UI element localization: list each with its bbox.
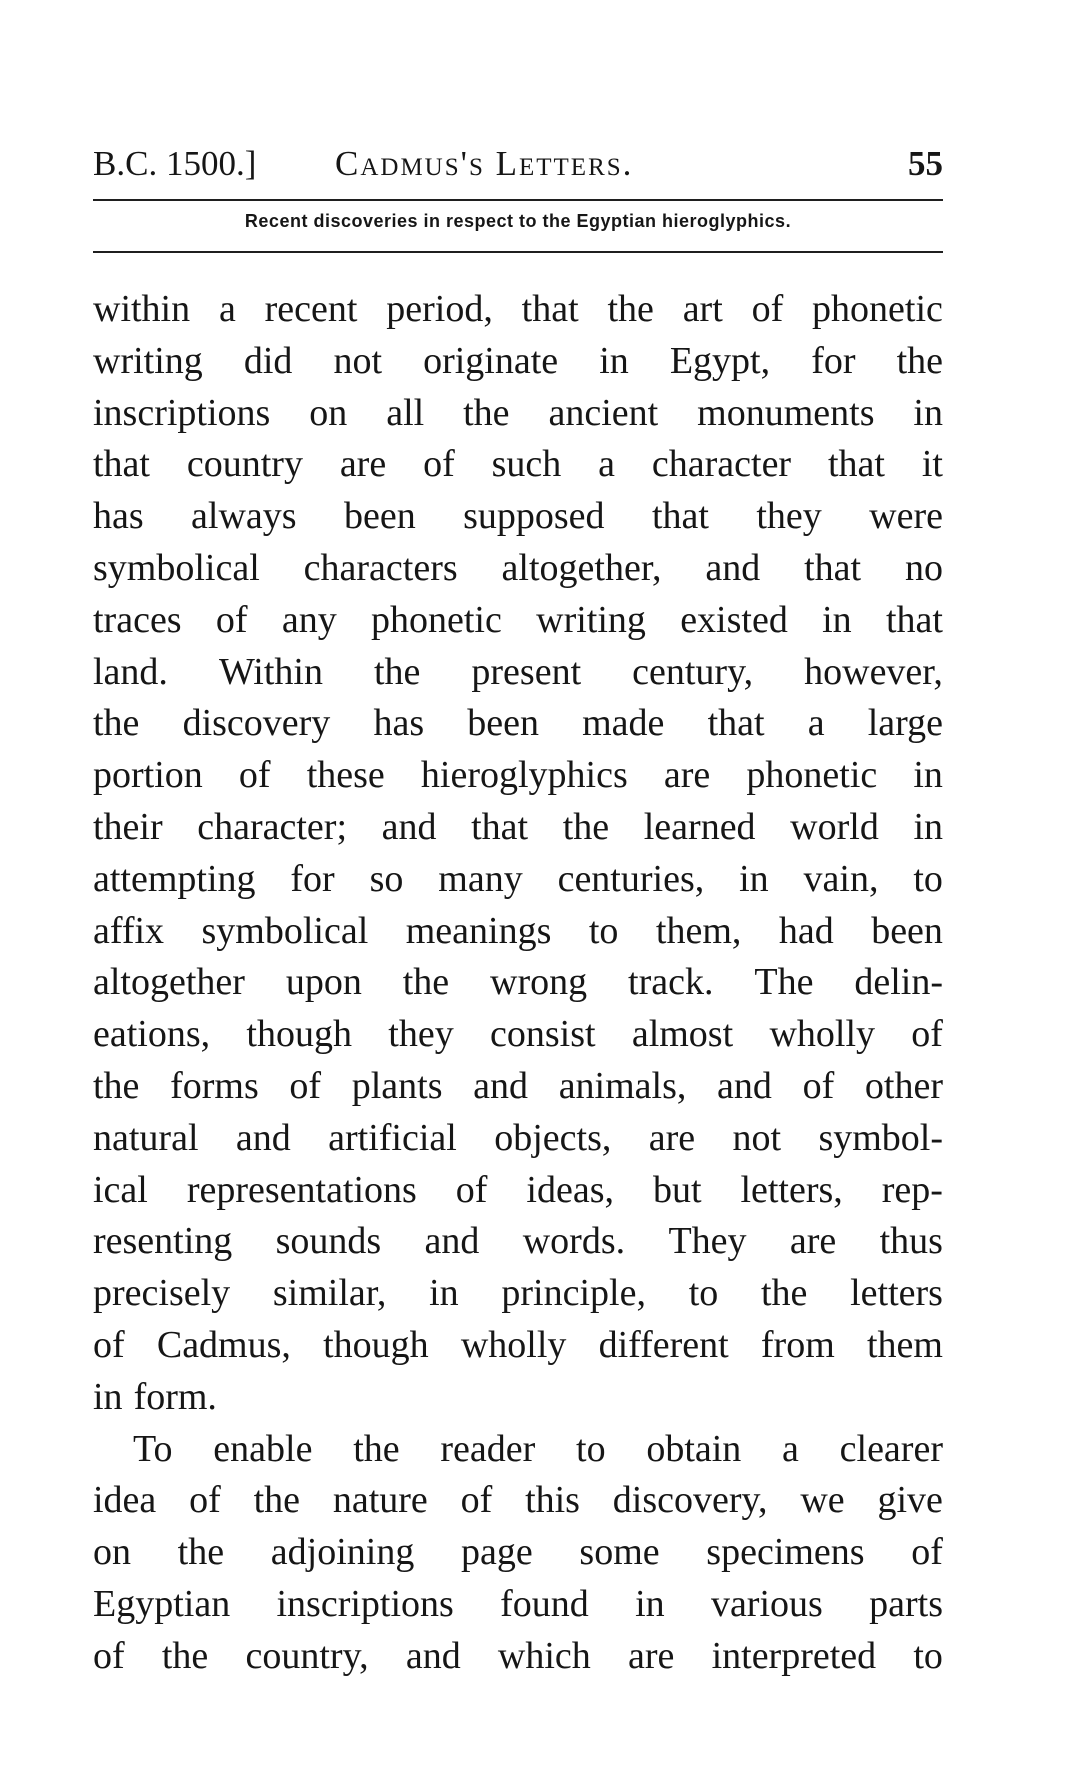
text-line: idea of the nature of this discovery, we give — [93, 1479, 943, 1522]
running-head — [93, 140, 943, 188]
text-line: of Cadmus, though wholly different from them — [93, 1323, 943, 1366]
text-line: precisely similar, in principle, to the letters — [93, 1272, 943, 1315]
header-rule-top — [93, 199, 943, 201]
text-line: that country are of such a character that it — [93, 443, 943, 486]
paragraph — [93, 1424, 943, 1683]
text-line: altogether upon the wrong track. The delin- — [93, 961, 943, 1004]
body-text — [93, 284, 943, 1683]
page-number: 55 — [908, 144, 943, 183]
text-line: the forms of plants and animals, and of other — [93, 1064, 943, 1107]
text-line: affix symbolical meanings to them, had been — [93, 909, 943, 952]
text-line: inscriptions on all the ancient monuments in — [93, 391, 943, 434]
header-rule-bottom — [93, 251, 943, 253]
text-line: Egyptian inscriptions found in various parts — [93, 1582, 943, 1625]
text-line: their character; and that the learned world in — [93, 805, 943, 848]
section-subheading: Recent discoveries in respect to the Egyptian hieroglyphics. — [244, 211, 792, 231]
text-line: resenting sounds and words. They are thus — [93, 1220, 943, 1263]
text-line: portion of these hieroglyphics are phonetic in — [93, 754, 943, 797]
text-line: symbolical characters altogether, and that no — [93, 546, 943, 589]
text-line: traces of any phonetic writing existed in that — [93, 598, 943, 641]
text-line: To enable the reader to obtain a clearer — [133, 1427, 943, 1470]
text-line: attempting for so many centuries, in vain, to — [93, 857, 943, 900]
text-line: within a recent period, that the art of phonetic — [93, 288, 943, 330]
text-line: natural and artificial objects, are not symbol- — [93, 1116, 943, 1159]
text-line: writing did not originate in Egypt, for the — [93, 339, 943, 382]
header-date: B.C. 1500.] — [93, 144, 257, 183]
text-line: land. Within the present century, however, — [93, 650, 943, 693]
text-line: ical representations of ideas, but letters, rep- — [93, 1168, 943, 1211]
text-line: on the adjoining page some specimens of — [93, 1531, 943, 1574]
book-page — [93, 0, 943, 1769]
paragraph — [93, 284, 943, 1424]
header-title: Cadmus's Letters. — [335, 144, 634, 183]
text-line: of the country, and which are interpreted to — [93, 1634, 943, 1677]
text-line: the discovery has been made that a large — [93, 702, 943, 745]
text-line: in form. — [93, 1375, 217, 1418]
text-line: eations, though they consist almost wholly of — [93, 1013, 943, 1056]
text-line: has always been supposed that they were — [93, 495, 943, 538]
